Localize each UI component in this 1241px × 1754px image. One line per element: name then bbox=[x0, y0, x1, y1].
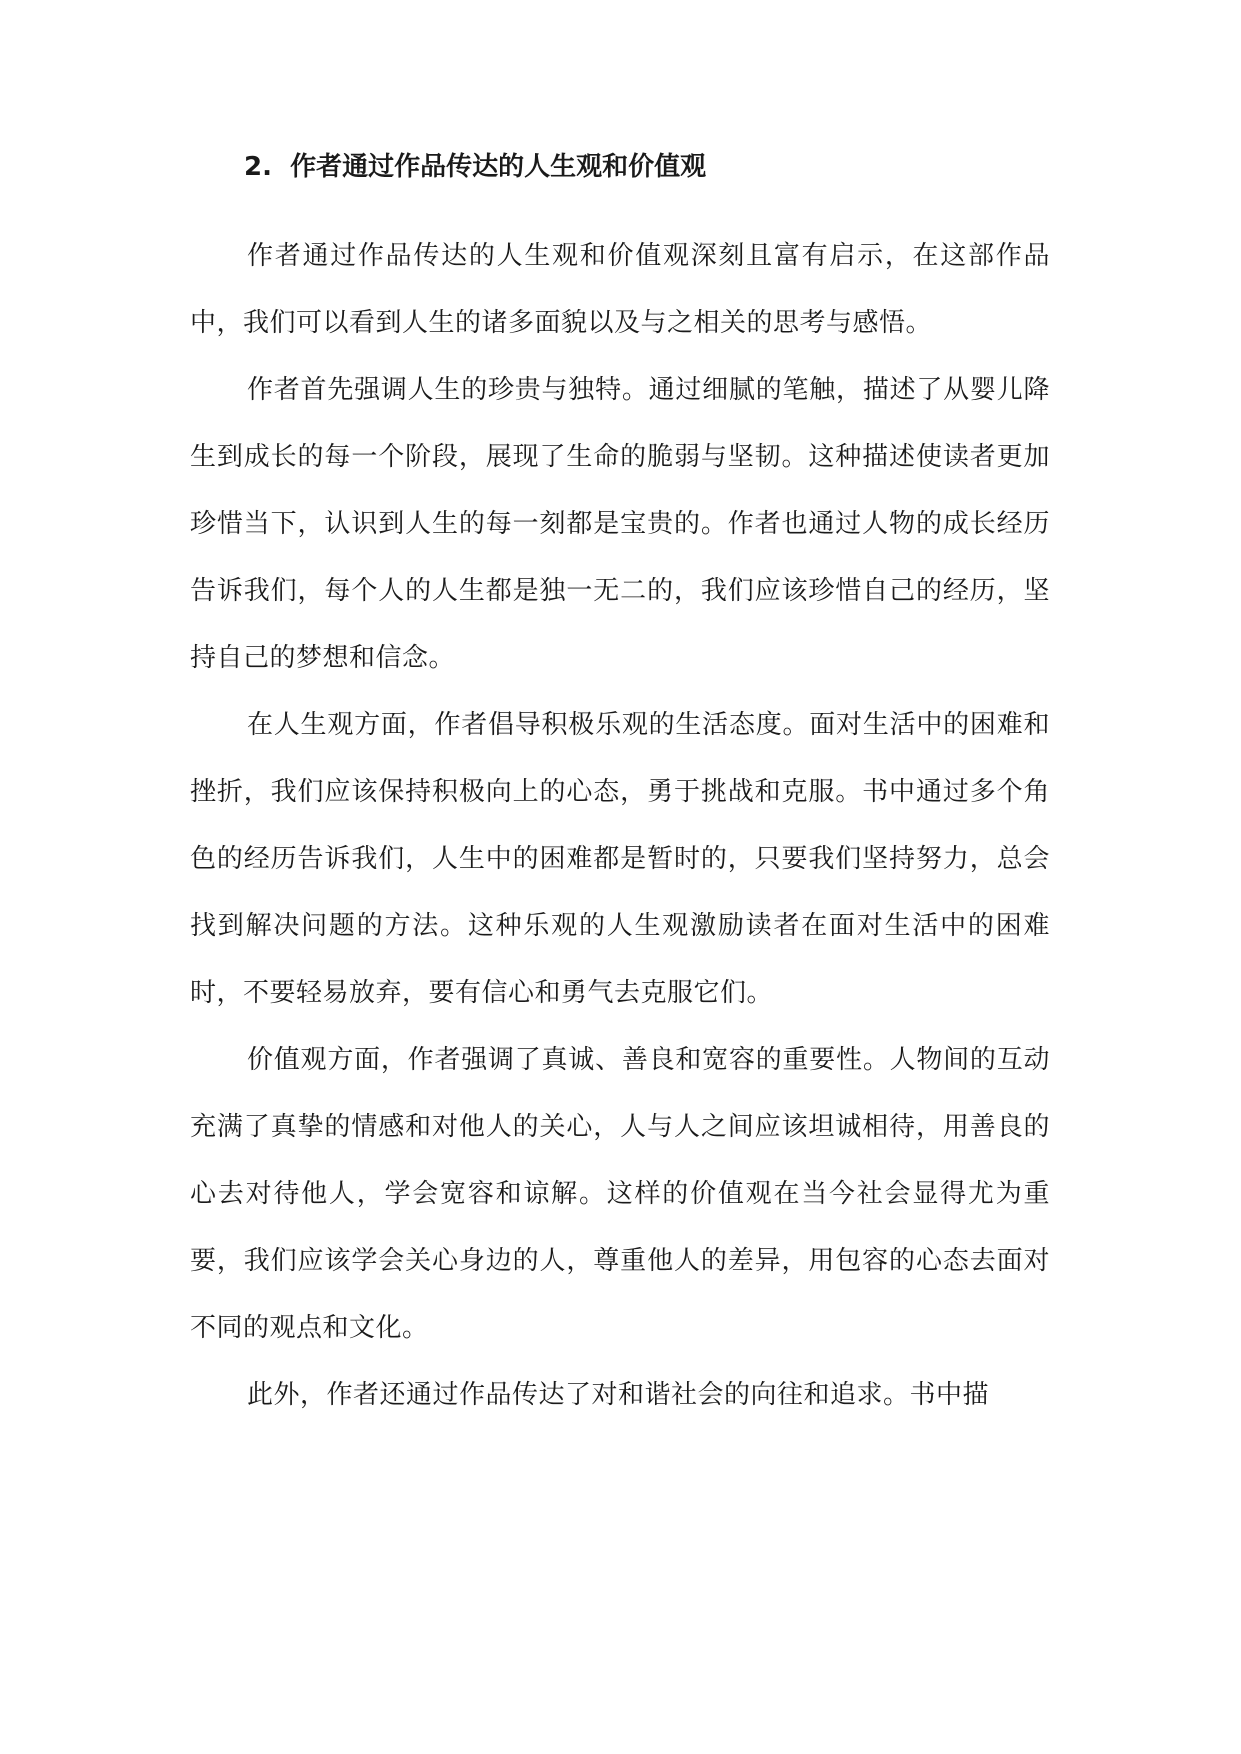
paragraph-life-view-intro: 作者通过作品传达的人生观和价值观深刻且富有启示，在这部作品中，我们可以看到人生的诸多面貌以及与之相关的思考与感悟。 bbox=[190, 241, 1050, 338]
paragraph-values: 价值观方面，作者强调了真诚、善良和宽容的重要性。人物间的互动充满了真挚的情感和对他人的关心，人与人之间应该坦诚相待，用善良的心去对待他人，学会宽容和谅解。这样的价值观在当今社会显得尤为重要，我们应该学会关心身边的人，尊重他人的差异，用包容的心态去面对不同的观点和文化。 bbox=[190, 1045, 1050, 1343]
paragraph-preciousness-of-life: 作者首先强调人生的珍贵与独特。通过细腻的笔触，描述了从婴儿降生到成长的每一个阶段，展现了生命的脆弱与坚韧。这种描述使读者更加珍惜当下，认识到人生的每一刻都是宝贵的。作者也通过人物的成长经历告诉我们，每个人的人生都是独一无二的，我们应该珍惜自己的经历，坚持自己的梦想和信念。 bbox=[190, 375, 1050, 673]
document-body bbox=[190, 145, 1050, 1429]
paragraph-optimistic-attitude: 在人生观方面，作者倡导积极乐观的生活态度。面对生活中的困难和挫折，我们应该保持积极向上的心态，勇于挑战和克服。书中通过多个角色的经历告诉我们，人生中的困难都是暂时的，只要我们坚持努力，总会找到解决问题的方法。这种乐观的人生观激励读者在面对生活中的困难时，不要轻易放弃，要有信心和勇气去克服它们。 bbox=[190, 710, 1050, 1008]
paragraph-harmonious-society: 此外，作者还通过作品传达了对和谐社会的向往和追求。书中描 bbox=[247, 1380, 990, 1410]
section-number: 2. bbox=[244, 152, 272, 182]
section-title: 作者通过作品传达的人生观和价值观 bbox=[290, 152, 707, 182]
section-heading bbox=[190, 145, 1050, 189]
